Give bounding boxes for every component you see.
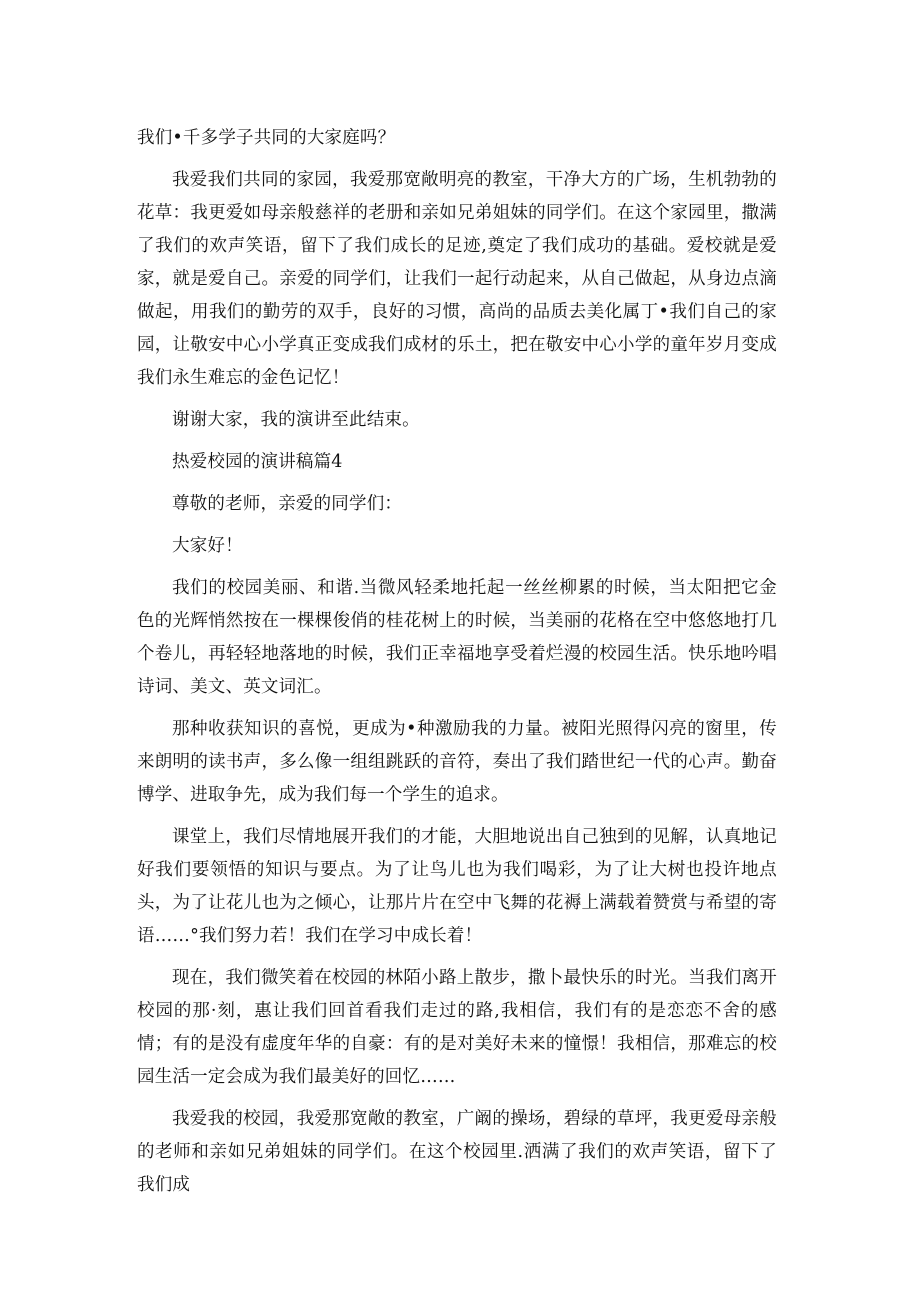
paragraph-memories: 现在，我们微笑着在校园的林陌小路上散步，撒卜最快乐的时光。当我们离开校园的那·刻，惠让我们回首看我们走过的路,我相信，我们有的是恋恋不舍的感情；有的是没有虚度年华的自豪：有的是对美好未来的憧憬！我相信，那难忘的校园生活一定会成为我们最美好的回忆…… (137, 968, 777, 1087)
salutation: 尊敬的老师，亲爱的同学们： (172, 494, 403, 514)
paragraph-campus-beauty: 我们的校园美丽、和谐.当微风轻柔地托起一丝丝柳累的时候，当太阳把它金色的光辉悄然按在一棵棵俊俏的桂花树上的时候，当美丽的花格在空中悠悠地打几个卷儿，再轻轻地落地的时候，我们正幸福地享受着烂漫的校园生活。快乐地吟唱诗词、美文、英文词汇。 (137, 578, 777, 697)
paragraph-joy-of-knowledge: 那种收获知识的喜悦，更成为•种激励我的力量。被阳光照得闪亮的窗里，传来朗明的读书声，多么像一组组跳跃的音符，奏出了我们踏世纪一代的心声。勤奋博学、进取争先，成为我们每一个学生的追求。 (137, 719, 777, 805)
document-body (137, 122, 777, 1211)
paragraph-closing-thanks: 谢谢大家，我的演讲至此结束。 (172, 410, 420, 430)
section-heading-speech-4: 热爱校园的演讲稿篇4 (172, 452, 343, 472)
paragraph-love-my-campus: 我爱我的校园，我爱那宽敞的教室，广阚的操场，碧绿的草坪，我更爱母亲般的老师和亲如兄弟姐妹的同学们。在这个校园里.洒满了我们的欢声笑语，留下了我们成 (137, 1109, 777, 1195)
paragraph-classroom: 课堂上，我们尽情地展开我们的才能，大胆地说出自己独到的见解，认真地记好我们要领悟的知识与要点。为了让鸟儿也为我们喝彩，为了让大树也投许地点头，为了让花儿也为之倾心，让那片片在空中飞舞的花褥上满载着赞赏与希望的寄语……°我们努力若！我们在学习中成长着！ (137, 827, 777, 946)
paragraph-love-our-home: 我爱我们共同的家园，我爱那宽敞明亮的教室，干净大方的广场，生机勃勃的花草：我更爱如母亲般慈祥的老册和亲如兄弟姐妹的同学们。在这个家园里，撒满了我们的欢声笑语，留下了我们成长的足迹,奠定了我们成功的基础。爱校就是爱家，就是爱自己。亲爱的同学们，让我们一起行动起来，从自己做起，从身边点滴做起，用我们的勤劳的双手，良好的习惯，高尚的品质去美化属丁•我们自己的家园，让敬安中心小学真正变成我们成材的乐土，把在敬安中心小学的童年岁月变成我们永生难忘的金色记忆！ (137, 170, 777, 388)
paragraph-continuation: 我们•千多学子共同的大家庭吗？ (137, 128, 396, 148)
greeting: 大家好！ (172, 536, 243, 556)
